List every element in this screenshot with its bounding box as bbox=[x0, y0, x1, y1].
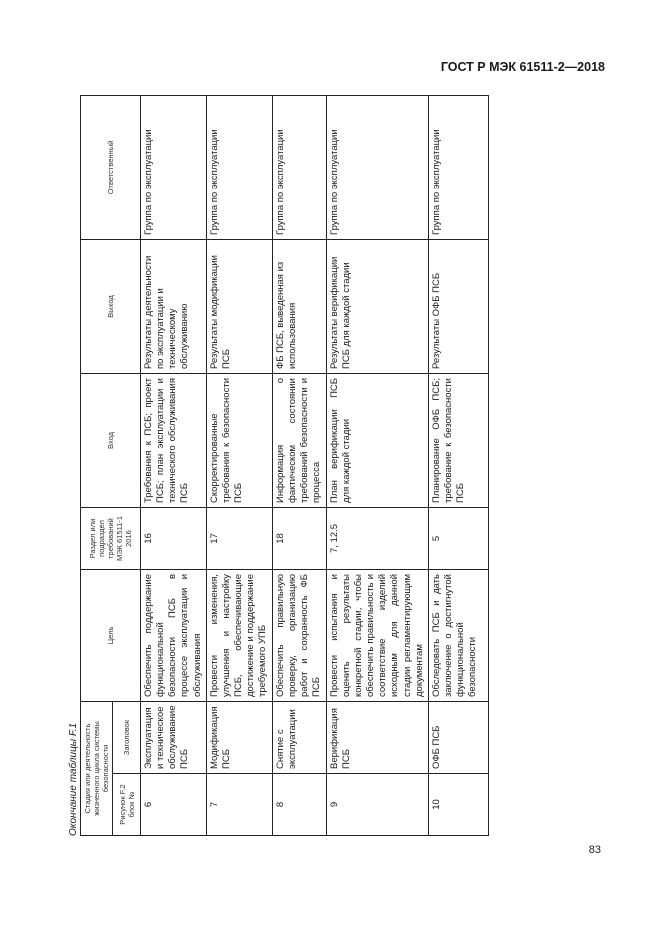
document-id: ГОСТ Р МЭК 61511-2—2018 bbox=[440, 60, 605, 74]
cell-output: Результаты ОФБ ПСБ bbox=[428, 240, 488, 374]
cell-responsible: Группа по эксплуатации bbox=[141, 96, 207, 240]
cell-goal: Провести изменения, улучшения и настройку ПСБ, обеспечивающие достижение и поддержание требуемого УПБ bbox=[206, 570, 272, 702]
cell-block: 7 bbox=[206, 774, 272, 836]
cell-responsible: Группа по эксплуатации bbox=[428, 96, 488, 240]
cell-title: Модификация ПСБ bbox=[206, 702, 272, 774]
column-header-goal: Цель bbox=[81, 570, 141, 702]
cell-responsible: Группа по эксплуатации bbox=[326, 96, 428, 240]
cell-title: ОФБ ПСБ bbox=[428, 702, 488, 774]
table-row bbox=[206, 96, 272, 836]
cell-title: Снятие с эксплуатации bbox=[272, 702, 326, 774]
rotated-table-container bbox=[68, 96, 479, 836]
cell-goal: Провести испытания и оценить результаты конкретной стадии, чтобы обеспечить правильность и соответствие изделий исходным для данной стадии регламентирующим документам bbox=[326, 570, 428, 702]
lifecycle-table bbox=[80, 95, 489, 836]
table-row bbox=[326, 96, 428, 836]
cell-responsible: Группа по эксплуатации bbox=[206, 96, 272, 240]
cell-output: Результаты модификации ПСБ bbox=[206, 240, 272, 374]
cell-block: 9 bbox=[326, 774, 428, 836]
cell-goal: Обеспечить поддержание функциональной безопасности ПСБ в процессе эксплуатации и обслуживания bbox=[141, 570, 207, 702]
cell-section: 5 bbox=[428, 508, 488, 570]
cell-section: 17 bbox=[206, 508, 272, 570]
cell-section: 18 bbox=[272, 508, 326, 570]
cell-goal: Обеспечить правильную проверку, организацию работ и сохранность ФБ ПСБ bbox=[272, 570, 326, 702]
cell-input: Информация о фактическом состоянии требований безопасности и процесса bbox=[272, 374, 326, 508]
cell-block: 8 bbox=[272, 774, 326, 836]
cell-input: План верификации ПСБ для каждой стадии bbox=[326, 374, 428, 508]
cell-output: Результаты верификации ПСБ для каждой стадии bbox=[326, 240, 428, 374]
page-number: 83 bbox=[588, 844, 601, 856]
column-header-responsible: Ответственный bbox=[81, 96, 141, 240]
cell-section: 7, 12.5 bbox=[326, 508, 428, 570]
cell-title: Верификация ПСБ bbox=[326, 702, 428, 774]
cell-goal: Обследовать ПСБ и дать заключение о достигнутой функциональной безопасности bbox=[428, 570, 488, 702]
cell-block: 10 bbox=[428, 774, 488, 836]
column-header-section: Раздел или подраздел требований МЭК 61511-1 2016 bbox=[81, 508, 141, 570]
cell-title: Эксплуатация и техническое обслуживание ПСБ bbox=[141, 702, 207, 774]
table-row bbox=[428, 96, 488, 836]
table-caption: Окончание таблицы F.1 bbox=[68, 722, 79, 836]
cell-output: Результаты деятельности по эксплуатации и техническому обслуживанию bbox=[141, 240, 207, 374]
table-row bbox=[141, 96, 207, 836]
cell-block: 6 bbox=[141, 774, 207, 836]
column-header-input: Вход bbox=[81, 374, 141, 508]
cell-input: Требования к ПСБ; проект ПСБ; план эксплуатации и технического обслуживания ПСБ bbox=[141, 374, 207, 508]
column-header-title: Заголовок bbox=[113, 702, 141, 774]
cell-output: ФБ ПСБ, выведенная из использования bbox=[272, 240, 326, 374]
cell-responsible: Группа по эксплуатации bbox=[272, 96, 326, 240]
cell-section: 16 bbox=[141, 508, 207, 570]
header-row-group bbox=[81, 96, 113, 836]
column-header-output: Выход bbox=[81, 240, 141, 374]
table-row bbox=[272, 96, 326, 836]
cell-input: Скорректированные требования к безопасности ПСБ bbox=[206, 374, 272, 508]
column-header-block: Рисунок F.2 блок № bbox=[113, 774, 141, 836]
group-header: Стадия или деятельность жизненного цикла системы безопасности bbox=[81, 702, 113, 836]
cell-input: Планирование ОФБ ПСБ; требование к безопасности ПСБ bbox=[428, 374, 488, 508]
